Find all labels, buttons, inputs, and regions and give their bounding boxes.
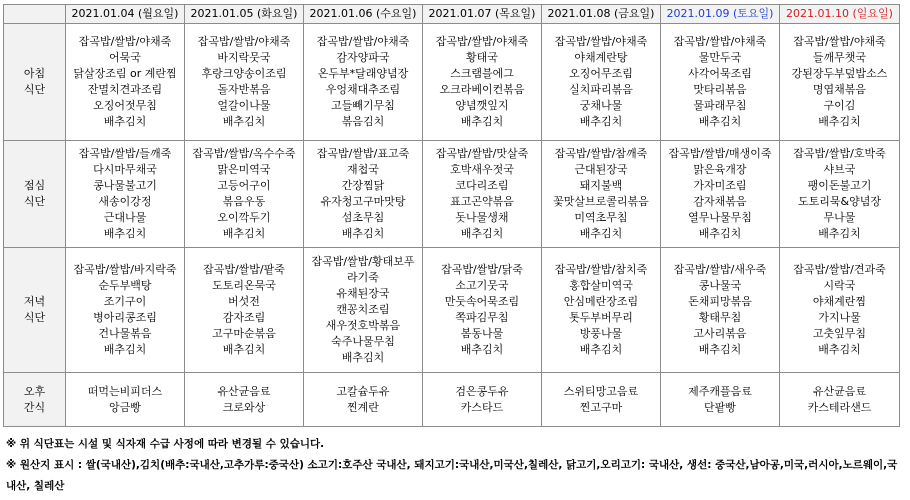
menu-item: 들깨무챗국 — [812, 51, 867, 64]
meal-label-line: 식단 — [23, 311, 46, 324]
menu-item: 감자채볶음 — [693, 195, 747, 208]
menu-item: 잡곡밥/쌀밥/야채죽 — [197, 35, 291, 48]
menu-item: 배추김치 — [579, 343, 623, 356]
menu-item: 볶음김치 — [341, 115, 385, 128]
meal-label-line: 아침 — [23, 67, 46, 80]
snack-sun-cell — [780, 373, 900, 427]
menu-item: 떠먹는비피더스 — [87, 384, 163, 398]
menu-item: 유산균음료 — [217, 384, 271, 398]
menu-item: 코다리조림 — [455, 179, 509, 192]
lunch-wed-cell — [304, 141, 423, 248]
menu-item: 라기죽 — [347, 271, 379, 284]
menu-item: 홍합살미역국 — [569, 279, 633, 292]
menu-item: 도토리온묵국 — [212, 279, 276, 292]
menu-item: 고사리볶음 — [693, 327, 747, 340]
menu-item: 샤브국 — [823, 163, 856, 176]
dinner-tue-cell — [185, 248, 304, 373]
day-header-mon: 2021.01.04 (월요일) — [66, 5, 185, 24]
menu-item: 물파래무침 — [693, 99, 747, 112]
menu-item: 배추김치 — [818, 115, 861, 128]
menu-item: 재첩국 — [347, 163, 379, 176]
menu-item: 고춧잎무침 — [812, 327, 867, 340]
menu-item: 감자양파국 — [336, 51, 390, 64]
snack-label — [4, 373, 66, 427]
meal-label-line: 식단 — [23, 83, 46, 96]
menu-item: 야채계란탕 — [574, 51, 628, 64]
dinner-row — [4, 248, 900, 373]
snack-wed-cell — [304, 373, 423, 427]
menu-item: 배추김치 — [698, 227, 742, 240]
menu-item: 맛타리볶음 — [693, 83, 747, 96]
menu-item: 캔꽁치조림 — [336, 303, 390, 316]
menu-item: 잡곡밥/쌀밥/맛살죽 — [435, 147, 529, 160]
menu-item: 꽃맛살브로콜리볶음 — [553, 195, 649, 208]
lunch-sat-cell — [661, 141, 780, 248]
menu-item: 배추김치 — [579, 227, 623, 240]
menu-item: 찐계란 — [347, 400, 379, 414]
menu-item: 조기구이 — [103, 295, 147, 308]
snack-fri-cell — [542, 373, 661, 427]
breakfast-wed-cell — [304, 24, 423, 141]
breakfast-thu-cell — [423, 24, 542, 141]
menu-item: 우엉채대추조림 — [325, 83, 401, 96]
dinner-mon-cell — [66, 248, 185, 373]
menu-item: 잡곡밥/쌀밥/참깨죽 — [554, 147, 648, 160]
menu-item: 간장찜닭 — [341, 179, 385, 192]
menu-item: 미역초무침 — [574, 211, 628, 224]
menu-item: 단팥빵 — [704, 400, 736, 414]
lunch-mon-cell — [66, 141, 185, 248]
menu-item: 닭살장조림 or 계란찜 — [73, 67, 177, 80]
menu-item: 방풍나물 — [579, 327, 623, 340]
menu-item: 잡곡밥/쌀밥/옥수수죽 — [192, 147, 296, 160]
menu-item: 배추김치 — [460, 343, 504, 356]
menu-item: 잡곡밥/쌀밥/야채죽 — [793, 35, 886, 48]
menu-item: 찐고구마 — [579, 400, 623, 414]
menu-item: 잡곡밥/쌀밥/참치죽 — [554, 263, 648, 276]
menu-item: 배추김치 — [222, 227, 266, 240]
menu-item: 바지락뭇국 — [217, 51, 271, 64]
meal-label-line: 식단 — [23, 195, 46, 208]
lunch-fri-cell — [542, 141, 661, 248]
menu-item: 잔멸치견과조림 — [87, 83, 163, 96]
menu-item: 배추김치 — [222, 115, 266, 128]
snack-thu-cell — [423, 373, 542, 427]
menu-item: 소고기뭇국 — [455, 279, 509, 292]
header-corner — [4, 5, 66, 24]
menu-item: 가자미조림 — [693, 179, 747, 192]
menu-item: 사각어묵조림 — [688, 67, 752, 80]
lunch-tue-cell — [185, 141, 304, 248]
snack-tue-cell — [185, 373, 304, 427]
menu-item: 유채된장국 — [336, 287, 390, 300]
menu-item: 배추김치 — [460, 115, 504, 128]
menu-item: 황태무침 — [698, 311, 742, 324]
menu-item: 배추김치 — [579, 115, 623, 128]
menu-item: 배추김치 — [103, 115, 147, 128]
menu-item: 배추김치 — [698, 115, 742, 128]
menu-item: 건나물볶음 — [98, 327, 152, 340]
menu-item: 표고곤약볶음 — [450, 195, 514, 208]
menu-item: 호박새우젓국 — [450, 163, 514, 176]
menu-item: 시락국 — [823, 279, 856, 292]
menu-item: 새송이강정 — [98, 195, 152, 208]
menu-item: 오징어젓무침 — [93, 99, 157, 112]
menu-item: 얼갈이나물 — [217, 99, 271, 112]
menu-item: 돼지불백 — [579, 179, 623, 192]
menu-item: 오이깍두기 — [217, 211, 271, 224]
menu-item: 섬초무침 — [341, 211, 385, 224]
breakfast-sun-cell — [780, 24, 900, 141]
snack-mon-cell — [66, 373, 185, 427]
lunch-thu-cell — [423, 141, 542, 248]
menu-item: 돗나물생채 — [455, 211, 509, 224]
menu-item: 근대된장국 — [574, 163, 628, 176]
menu-item: 잡곡밥/쌀밥/황태보푸 — [311, 255, 415, 268]
dinner-sat-cell — [661, 248, 780, 373]
menu-item: 순두부백탕 — [98, 279, 152, 292]
menu-item: 숙주나물무침 — [331, 335, 395, 348]
dinner-wed-cell — [304, 248, 423, 373]
menu-item: 카스테라샌드 — [807, 400, 872, 414]
meal-label-line: 점심 — [23, 179, 46, 192]
menu-item: 배추김치 — [341, 227, 385, 240]
breakfast-mon-cell — [66, 24, 185, 141]
menu-item: 콩나물국 — [698, 279, 742, 292]
menu-item: 잡곡밥/쌀밥/야채죽 — [554, 35, 648, 48]
breakfast-row — [4, 24, 900, 141]
breakfast-fri-cell — [542, 24, 661, 141]
day-header-sun: 2021.01.10 (일요일) — [780, 5, 900, 24]
menu-item: 감자조림 — [222, 311, 266, 324]
menu-item: 콩나물불고기 — [93, 179, 157, 192]
menu-item: 버섯전 — [228, 295, 260, 308]
menu-item: 돈채피망볶음 — [688, 295, 752, 308]
menu-item: 앙금빵 — [109, 400, 141, 414]
menu-item: 잡곡밥/쌀밥/야채죽 — [78, 35, 172, 48]
menu-item: 근대나물 — [103, 211, 147, 224]
menu-item: 명엽채볶음 — [812, 83, 867, 96]
dinner-sun-cell — [780, 248, 900, 373]
snack-sat-cell — [661, 373, 780, 427]
menu-item: 야채계란찜 — [812, 295, 867, 308]
menu-item: 크로와상 — [222, 400, 266, 414]
menu-item: 구이김 — [823, 99, 856, 112]
snack-row — [4, 373, 900, 427]
menu-item: 만둣속어묵조림 — [444, 295, 520, 308]
menu-item: 온두부*달래양념장 — [317, 67, 409, 80]
menu-item: 배추김치 — [460, 227, 504, 240]
menu-item: 유산균음료 — [812, 384, 867, 398]
menu-item: 봄동나물 — [460, 327, 504, 340]
menu-item: 새우젓호박볶음 — [325, 319, 401, 332]
menu-item: 고등어구이 — [217, 179, 271, 192]
menu-item: 스크램블에그 — [450, 67, 514, 80]
menu-item: 배추김치 — [222, 343, 266, 356]
menu-item: 맑은미역국 — [217, 163, 271, 176]
menu-item: 무나물 — [823, 211, 856, 224]
meal-label-line: 오후 — [23, 384, 46, 398]
menu-item: 배추김치 — [103, 343, 147, 356]
menu-item: 잡곡밥/쌀밥/호박죽 — [793, 147, 886, 160]
menu-item: 배추김치 — [341, 351, 385, 364]
meal-plan-table — [3, 4, 900, 427]
meal-label-line: 간식 — [23, 400, 46, 414]
menu-item: 잡곡밥/쌀밥/닭죽 — [441, 263, 523, 276]
menu-item: 맑은육개장 — [693, 163, 747, 176]
meal-label-line: 저녁 — [23, 295, 46, 308]
menu-item: 후랑크양송이조림 — [201, 67, 287, 80]
menu-item: 고들빼기무침 — [331, 99, 395, 112]
menu-item: 배추김치 — [698, 343, 742, 356]
menu-item: 카스타드 — [460, 400, 504, 414]
menu-item: 고구마순볶음 — [212, 327, 276, 340]
menu-item: 잡곡밥/쌀밥/야채죽 — [316, 35, 410, 48]
menu-item: 잡곡밥/쌀밥/표고죽 — [316, 147, 410, 160]
menu-item: 팽이돈불고기 — [807, 179, 872, 192]
menu-item: 잡곡밥/쌀밥/바지락죽 — [73, 263, 177, 276]
menu-item: 유자청고구마맛탕 — [320, 195, 406, 208]
menu-item: 잡곡밥/쌀밥/야채죽 — [435, 35, 529, 48]
menu-item: 잡곡밥/쌀밥/야채죽 — [673, 35, 767, 48]
menu-item: 강된장두부덮밥소스 — [791, 67, 888, 80]
menu-item: 잡곡밥/쌀밥/새우죽 — [673, 263, 767, 276]
menu-item: 열무나물무침 — [688, 211, 752, 224]
menu-item: 톳두부버무리 — [569, 311, 633, 324]
menu-item: 고칼슘두유 — [336, 384, 390, 398]
day-header-wed: 2021.01.06 (수요일) — [304, 5, 423, 24]
lunch-sun-cell — [780, 141, 900, 248]
menu-item: 배추김치 — [818, 343, 861, 356]
menu-item: 검은콩두유 — [455, 384, 509, 398]
menu-item: 볶음우동 — [222, 195, 266, 208]
menu-item: 잡곡밥/쌀밥/팥죽 — [203, 263, 285, 276]
day-header-fri: 2021.01.08 (금요일) — [542, 5, 661, 24]
menu-item: 안심메란장조림 — [563, 295, 639, 308]
menu-item: 스위티망고음료 — [563, 384, 639, 398]
note-origin: ※ 원산지 표시 : 쌀(국내산),김치(배추:국내산,고추가루:중국산) 소고기:호주산 국내산, 돼지고기:국내산,미국산,칠레산, 닭고기,오리고기: 국내산, 생선: 중국산,남아공,미국,러시아,노르웨이,국내산, 칠레산 — [6, 459, 898, 492]
dinner-thu-cell — [423, 248, 542, 373]
menu-item: 잡곡밥/쌀밥/견과죽 — [793, 263, 886, 276]
menu-item: 배추김치 — [103, 227, 147, 240]
menu-item: 배추김치 — [818, 227, 861, 240]
menu-item: 도토리묵&양념장 — [798, 195, 881, 208]
menu-item: 궁채나물 — [579, 99, 623, 112]
breakfast-sat-cell — [661, 24, 780, 141]
day-header-thu: 2021.01.07 (목요일) — [423, 5, 542, 24]
breakfast-label — [4, 24, 66, 141]
breakfast-tue-cell — [185, 24, 304, 141]
dinner-label — [4, 248, 66, 373]
lunch-row — [4, 141, 900, 248]
menu-item: 어묵국 — [109, 51, 141, 64]
note-change: ※ 위 식단표는 시설 및 식자재 수급 사정에 따라 변경될 수 있습니다. — [6, 438, 325, 450]
day-header-sat: 2021.01.09 (토요일) — [661, 5, 780, 24]
menu-item: 오징어무조림 — [569, 67, 633, 80]
menu-item: 쪽파김무침 — [455, 311, 509, 324]
menu-item: 병아리콩조림 — [93, 311, 157, 324]
lunch-label — [4, 141, 66, 248]
menu-item: 가지나물 — [818, 311, 861, 324]
menu-item: 돌자반볶음 — [217, 83, 271, 96]
menu-item: 양념깻잎지 — [455, 99, 509, 112]
day-header-tue: 2021.01.05 (화요일) — [185, 5, 304, 24]
menu-item: 오크라베이컨볶음 — [439, 83, 525, 96]
menu-item: 잡곡밥/쌀밥/매생이죽 — [668, 147, 772, 160]
menu-item: 황태국 — [466, 51, 498, 64]
menu-item: 다시마무채국 — [93, 163, 157, 176]
header-row — [4, 5, 900, 24]
menu-item: 잡곡밥/쌀밥/들깨죽 — [78, 147, 172, 160]
menu-item: 실치파리볶음 — [569, 83, 633, 96]
dinner-fri-cell — [542, 248, 661, 373]
menu-item: 물만두국 — [698, 51, 742, 64]
notes — [6, 434, 906, 497]
menu-item: 제주캐플음료 — [688, 384, 752, 398]
